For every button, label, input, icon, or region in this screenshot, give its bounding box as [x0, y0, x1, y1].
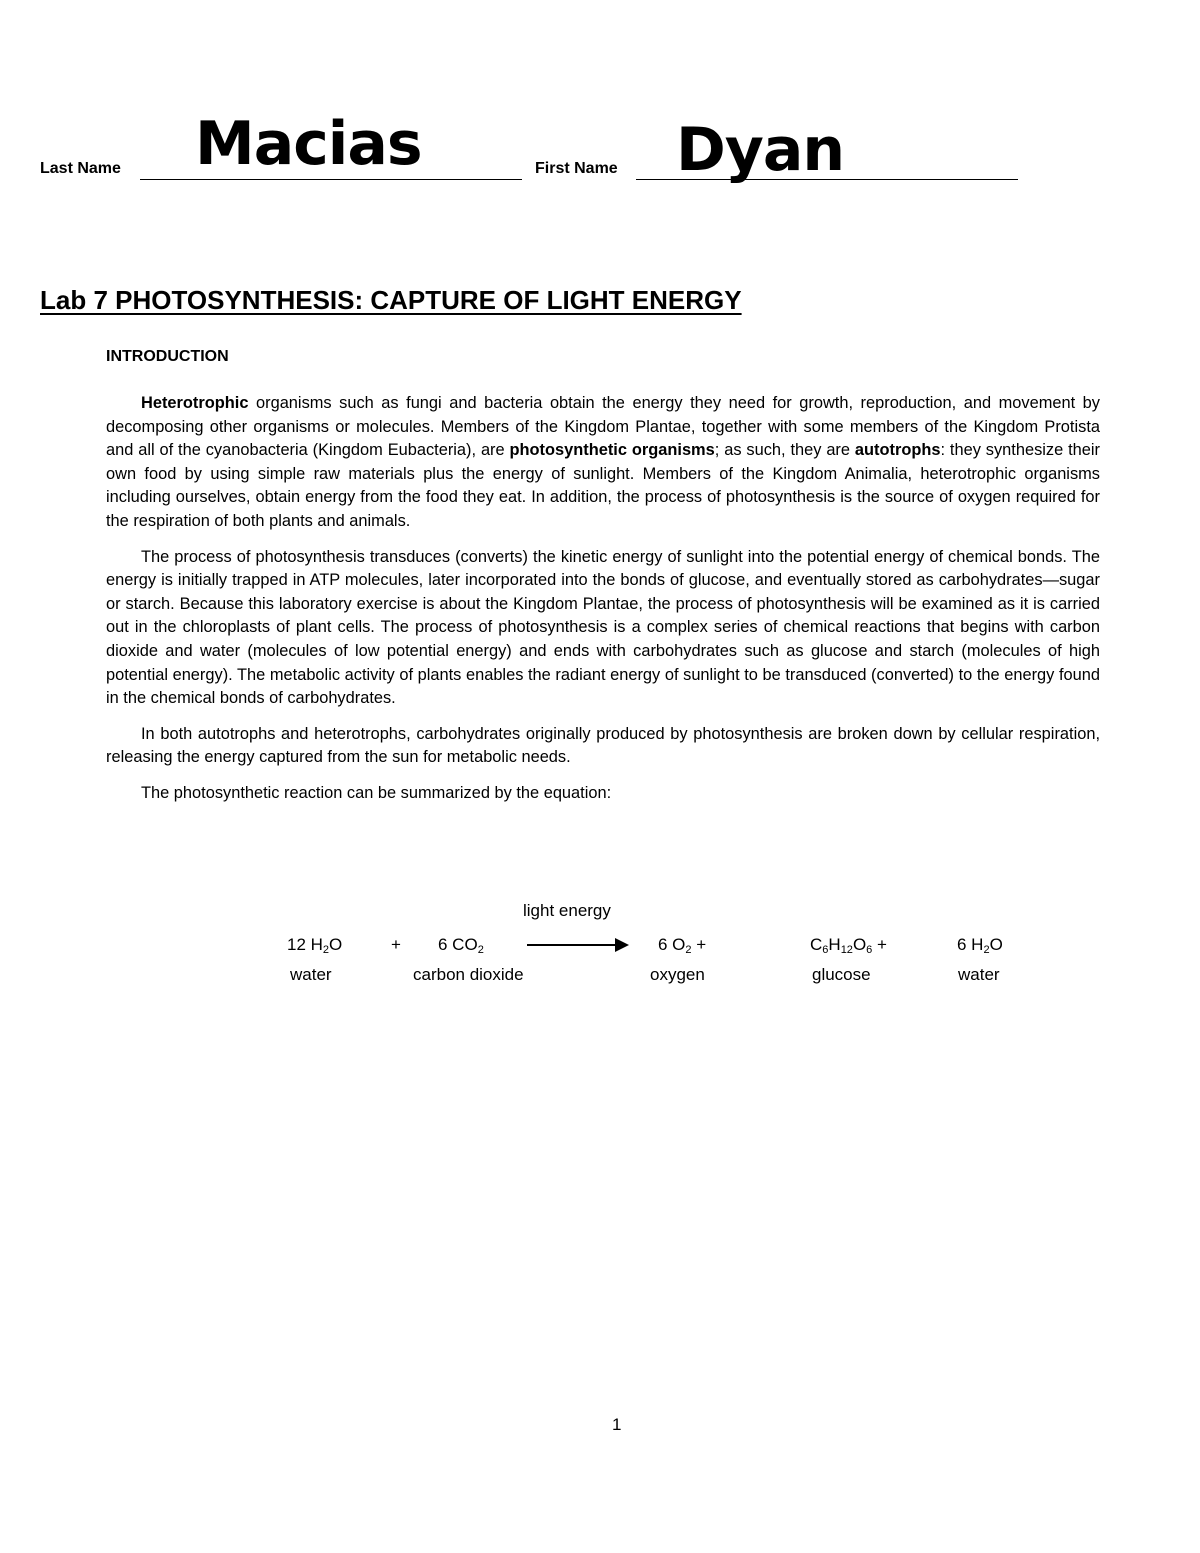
- term-heterotrophic: Heterotrophic: [141, 394, 249, 412]
- reactant-co2: 6 $CO_2$: [438, 935, 484, 956]
- term-autotrophs: autotrophs: [854, 441, 941, 460]
- paragraph-2: The process of photosynthesis transduces (converts) the kinetic energy of sunlight into the potential energy of chemical bonds. The energy is initially trapped in ATP molecules, later incorporated into the bonds of glucose, and eventually stored as carbohydrates—sugar or starch. Because this laboratory exercise is about the Kingdom Plantae, the process of photosynthesis will be examined as it is carried out in the chloroplasts of plant cells. The process of photosynthesis is a complex series of chemical reactions that begins with carbon dioxide and water (molecules of low potential energy) and ends with carbohydrates such as glucose and starch (molecules of high potential energy). The metabolic activity of plants enables the radiant energy of sunlight to be transduced (converted) to the energy found in the chemical bonds of carbohydrates.: [106, 547, 1100, 708]
- label-carbon-dioxide: carbon dioxide: [413, 965, 524, 984]
- paragraph-1: Heterotrophic organisms such as fungi and bacteria obtain the energy they need for growth, reproduction, and movement by decomposing other organisms or molecules. Members of the Kingdom Plantae, together with some members of the Kingdom Protista and all of the cyanobacteria (Kingdom Eubacteria), are photosynthetic organisms; as such, they are autotrophs: they synthesize their own food by using simple raw materials plus the energy of sunlight. Members of the Kingdom Animalia, heterotrophic organisms including ourselves, obtain energy from the food they eat. In addition, the process of photosynthesis is the source of oxygen required for the respiration of both plants and animals.: [106, 394, 1100, 530]
- label-water-reactant: water: [290, 965, 332, 984]
- label-oxygen: oxygen: [650, 965, 705, 984]
- last-name-line: [140, 179, 522, 180]
- label-water-product: water: [958, 965, 1000, 984]
- plus-sign: +: [391, 935, 401, 954]
- label-glucose: glucose: [812, 965, 871, 984]
- term-photosynthetic-organisms: photosynthetic organisms: [509, 441, 715, 460]
- arrow-label: light energy: [523, 901, 611, 920]
- product-glucose: $C_6H_{12}O_6$ +: [810, 935, 887, 956]
- paragraph-3: In both autotrophs and heterotrophs, carbohydrates originally produced by photosynthesis are broken down by cellular respiration, releasing the energy captured from the sun for metabolic needs.: [106, 724, 1100, 767]
- name-header: [40, 104, 1040, 204]
- reaction-arrow: [527, 944, 617, 946]
- page-number: 1: [612, 1415, 622, 1434]
- intro-heading: INTRODUCTION: [106, 348, 229, 365]
- paragraph-4: The photosynthetic reaction can be summarized by the equation:: [141, 783, 612, 802]
- product-water: 6 $H_2O$: [957, 935, 1003, 956]
- first-name-label: First Name: [535, 160, 618, 177]
- reaction-arrow-head: [615, 938, 629, 952]
- product-o2: 6 $O_2$ +: [658, 935, 707, 956]
- last-name-label: Last Name: [40, 160, 121, 177]
- page-title: Lab 7 PHOTOSYNTHESIS: CAPTURE OF LIGHT ENERGY: [40, 285, 742, 315]
- last-name-handwritten: Macias: [195, 109, 422, 179]
- intro-body: [106, 392, 1100, 806]
- reactant-water: 12 $H_2O$: [287, 935, 343, 956]
- first-name-handwritten: Dyan: [676, 115, 845, 185]
